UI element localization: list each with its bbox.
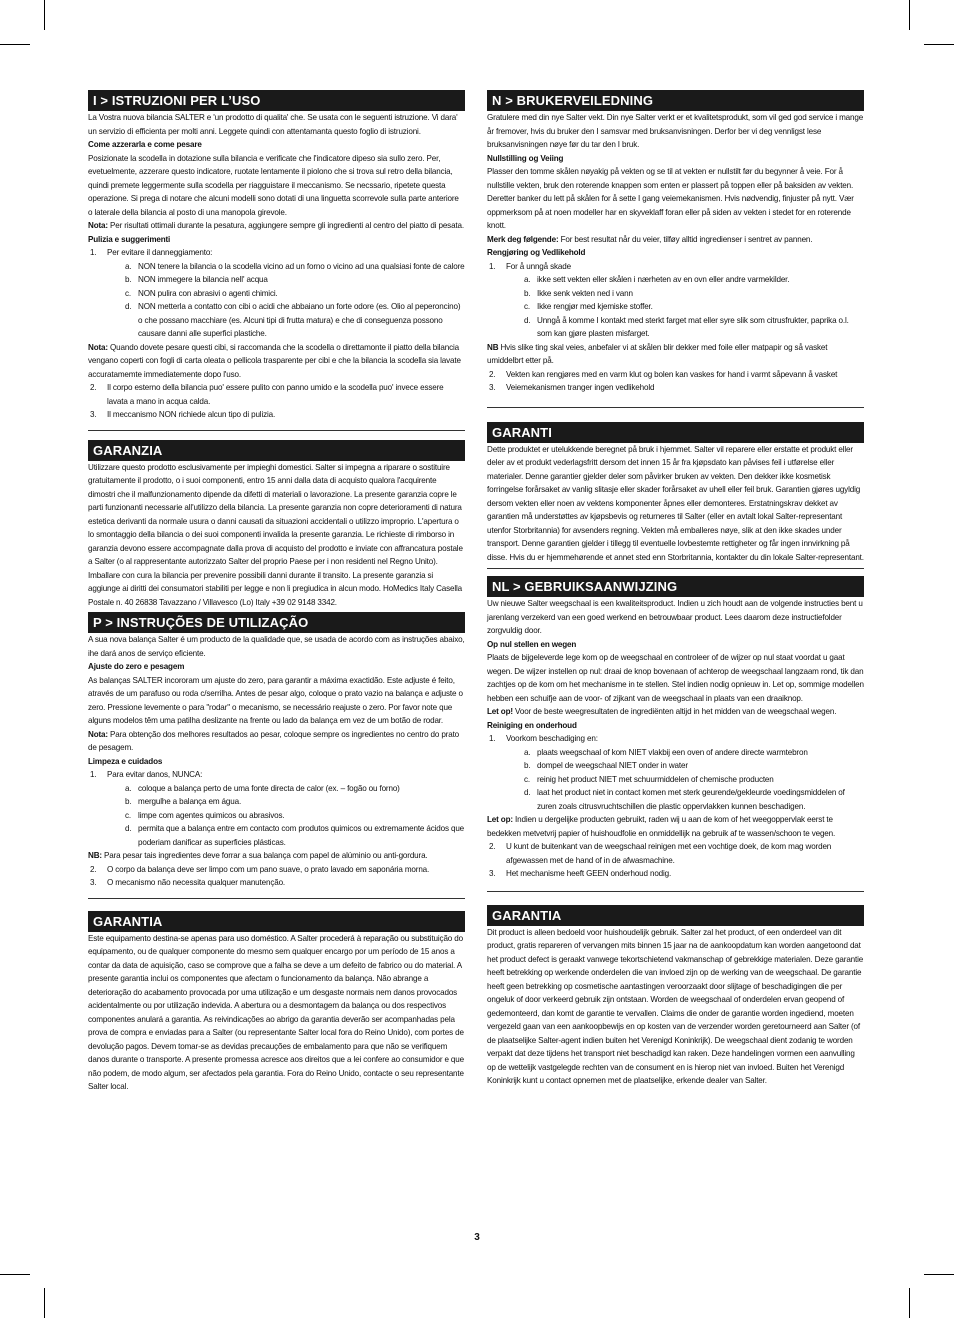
sub-list-item: b. mergulhe a balança em água. [125,797,242,806]
section-garantia-pt [88,911,465,1094]
section-heading: GARANZIA [88,440,465,461]
section-garantia-nl [487,905,864,1088]
sub-list [107,260,465,341]
list-item: 3. O mecanismo não necessita qualquer manutenção. [90,878,286,887]
right-column [487,90,864,1088]
sub-list-item: b. Ikke senk vekten ned i vann [524,288,633,298]
list-item: 3. Il meccanismo NON richiede alcun tipo di pulizia. [90,410,276,419]
sub-list-item: a. plaats weegschaal of kom NIET vlakbij een oven of andere directe warmtebron [524,747,808,757]
section-heading: NL > GEBRUIKSAANWIJZING [487,576,864,597]
list-item: 2. U kunt de buitenkant van de weegschaal reinigen met een vochtige doek, de kom mag worden afgewassen met de hand of in de afwasmachine. [489,842,832,865]
paragraph: Plasser den tomme skålen nøyakig på vekten og se til at vekten er nullstilt før du begynner å veie. For å nullstille vekten, bruk den roterende knappen som enten er plassert på toppen eller på baksiden av vekten. Deretter banker du lett på skålen for å sette I gang veiemekanismen. Hvis nødvendig, finjuster på nytt. Vær oppmerksom på at noen modeller har en skyveklaff foran eller på siden av vekten i stedet for en roterende knott. [487,167,854,230]
paragraph: Plaats de bijgeleverde lege kom op de weegschaal en controleer of de wijzer op nul staat voordat u gaat wegen. De wijzer instellen op nul: draai de knop bovenaan of achterop de weegschaal langzaam rond, tik dan zachtjes op de kom om het mechanisme in te stellen. Stel indien nodig opnieuw in. Let op, sommige modellen hebben een schuifje aan de voor- of zijkant van de weegschaal in plaats van een draaiknop. [487,653,864,703]
list-item: 1. Voorkom beschadiging en: a. plaats weegschaal of kom NIET vlakbij een oven of andere directe warmtebron b. dompel de weegschaal NIET onder in water c. reinig het product NIET met schuurmiddelen of chemische producten d. laat het product niet in contact komen met sterk geurende/gekleurde voedingsmiddelen of zuren zoals citrusvruchtschillen die plastic oppervlakken kunnen beschadigen. [487,732,864,813]
section-heading: P > INSTRUÇÕES DE UTILIZAÇÃO [88,612,465,633]
note: NB: Para pesar tais ingredientes deve forrar a sua balança com papel de alúminio ou anti-gordura. [88,851,428,860]
sub-list-item: d. laat het product niet in contact komen met sterk geurende/gekleurde voedingsmiddelen of zuren zoals citrusvruchtschillen die plastic oppervlakken kunnen beschadigen. [524,788,845,811]
numbered-list [487,260,864,341]
note-text: Per risultati ottimali durante la pesatura, aggiungere sempre gli ingredienti al centro del piatto di pesata. [107,221,464,230]
section-heading: GARANTIA [88,911,465,932]
section-body [88,461,465,610]
section-body [487,926,864,1088]
note: Merk deg følgende: For best resultat når du veier, tilføy alltid ingredienser i sentret av pannen. [487,234,813,244]
section-heading: GARANTIA [487,905,864,926]
sub-list-item: c. NON pulira con abrasivi o agenti chimici. [125,288,278,298]
list-item: 1. Per evitare il danneggiamento: a. NON tenere la bilancia o la scodella vicino ad un forno o vicino ad una qualsiasi fonte de calore b. NON immegere la bilancia nell' acqua c. NON pulira con abrasivi o agenti chimici. d. NON metterla a contatto con cibi o acidi che abbaiano un forte odore (es. Olio al peperoncino) o che possano macchiare (es. Alcuni tipi di frutta matura) e che di conseguenza possono causare danni alle superfici plastiche. [88,246,465,341]
note: Let op! Voor de beste weegresultaten de ingrediënten altijd in het midden van de weegschaal wegen. [487,707,837,716]
paragraph: Dit product is alleen bedoeld voor huishoudelijk gebruik. Salter zal het product, of een onderdeel van dit product, gratis repareren of vervangen mits binnen 15 jaar na de aankoopdatum kan worden aangetoond dat het product defect is geraakt vanwege tekortschietend vakmanschap of gebrekkige materialen. Deze garantie heeft betrekking op werkende onderdelen die van invloed zijn op de werking van de weegschaal. De garantie heeft geen betrekking op cosmetische aantastingen veroorzaakt door slijtage of beschadigingen die per ongeluk of door verkeerd gebruik zijn ontstaan. Worden de weegschaal of onderdelen ervan geopend of gedemonteerd, dan komt de garantie te vervallen. Claims die onder de garantie worden ingediend, moeten vergezeld gaan van een aankoopbewijs en op kosten van de verzender worden geretourneerd aan Salter (of de plaatselijke Salter-agent indien buiten het Verenigd Koninkrijk). De weegschaal dient zodanig te worden verpakt dat deze tijdens het transport niet beschadigd kan raken. Deze handelingen vormen een aanvulling op de wettelijk vastgelegde rechten van de consument en is hierop niet van invloed. Buiten het Verenigd Koninkrijk kunt u contact opnemen met de plaatselijke, erkende dealer van Salter. [487,927,864,1085]
paragraph: La Vostra nuova bilancia SALTER e 'un prodotto di qualita' che. Se usata con le seguenti istruzione. Vi dara' un servizio di efficienta per molti anni. Leggete quindi con attentamanta questo foglio di istruzioni. [88,113,458,136]
divider [88,898,465,899]
crop-mark [44,1288,45,1318]
sub-list-item: d. NON metterla a contatto con cibi o acidi che abbaiano un forte odore (es. Olio al peperoncino) o che possano macchiare (es. Alcuni tipi di frutta matura) e che di conseguenza possono causare danni alle superfici plastiche. [125,302,461,338]
sub-list-item: c. reinig het product NIET met schuurmiddelen of chemische producten [524,774,774,784]
subheading: Rengjøring og Vedlikehold [487,248,586,257]
sub-list [506,273,864,341]
list-item: 2. Il corpo esterno della bilancia puo' essere pulito con panno umido e la scodella puo' invece essere lavata a mano in acqua calda. [90,383,444,406]
list-item: 3. Veiemekanismen tranger ingen vedlikehold [489,383,655,392]
section-heading: GARANTI [487,422,864,443]
note: Nota: Quando dovete pesare questi cibi, si raccomanda che la scodella o direttamonte il piatto della bilancia vengano coperti con fogli di carta oleata o pellicola trasparente per cibi e che la bilancia la scodella sia lavate accuratamemte immediatemente dopo l'uso. [88,342,461,379]
numbered-list [88,863,465,890]
subheading: Nullstilling og Veiing [487,153,564,163]
section-dutch-instructions [487,576,864,892]
numbered-list [487,732,864,813]
divider [487,891,864,892]
note [88,219,465,233]
crop-mark [909,1288,910,1318]
note: Nota: Para obtenção dos melhores resultados ao pesar, coloque sempre os ingredientes no centro do prato de pesagem. [88,729,460,752]
subheading: Op nul stellen en wegen [487,639,577,649]
section-body [487,443,864,565]
subheading: Reiniging en onderhoud [487,720,577,730]
sub-list-item: a. NON tenere la bilancia o la scodella vicino ad un forno o vicino ad una qualsiasi fonte de calore [125,261,465,271]
section-heading: I > ISTRUZIONI PER L’USO [88,90,465,111]
section-body [487,597,864,881]
list-item: 1. Para evitar danos, NUNCA: a. coloque a balança perto de uma fonte directa de calor (ex. – fogão ou forno) b. mergulhe a balança em água. c. limpe com agentes quimicos ou abrasivos. d. permita que a balança entre em contacto com produtos quimicos ou extremamente ácidos que poderiam danificar as superficies plásticas. [88,768,465,849]
section-body [88,633,465,890]
sub-list-item: d. permita que a balança entre em contacto com produtos quimicos ou extremamente ácidos que poderiam danificar as superficies plásticas. [125,824,465,847]
paragraph: Utilizzare questo prodotto esclusivamente per impieghi domestici. Salter si impegna a riparare o sostituire gratuitamente il prodotto, o i suoi componenti, entro 15 anni dalla data di acquisto qualora l'acquirente dimostri che il malfunzionamento dipende da difetti di materiali o lavorazione. La presente garanzia copre le parti funzionanti necessarie all'utilizzo della bilancia. La presente garanzia non copre deterioramenti di natura estetica derivanti da normale usura o danni causati da situazioni accidentali o utilizzo improprio. L'apertura o lo smontaggio della bilancia o dei suoi componenti invalida la presente garanzia. Le richieste di rimborso in garanzia devono essere accompagnate dalla prova di acquisto del prodotto e inviate con affrancatura postale a Salter (o al rappresentante autorizzato Salter del proprio Paese per i non residenti nel Regno Unito). Imballare con cura la bilancia per prevenire possibili danni durante il transito. La presente garanzia si aggiunge ai diritti dei consumatori stabiliti per legge e non li pregiudica in alcun modo. HoMedics Italy Casella Postale n. 40 26838 Tavazzano / Villavesco (Lo) Italy +39 02 9148 3342. [88,462,463,607]
numbered-list [487,840,864,881]
note: NB Hvis slike ting skal veies, anbefaler vi at skålen blir dekker med foile eller matpapir og så vasket umiddelbrt etter på. [487,342,828,365]
left-column [88,90,465,1094]
section-body [487,111,864,395]
section-garanzia [88,440,465,613]
sub-list-item: b. NON immegere la bilancia nell' acqua [125,275,268,284]
note: Let op: Indien u dergelijke producten gebruikt, raden wij u aan de kom of het weegoppervlak eerst te bedekken metvetvrij papier of huishoudfolie en onmiddellijk na gebruik af te wassen/schoon te vegen. [487,815,836,838]
page-number: 3 [474,1232,480,1243]
section-portuguese-instructions [88,612,465,899]
sub-list [107,782,465,850]
subheading: Come azzerarla e come pesare [88,140,202,149]
sub-list [506,746,864,814]
numbered-list [487,368,864,395]
numbered-list [88,381,465,422]
numbered-list [88,768,465,849]
paragraph: Este equipamento destina-se apenas para uso doméstico. A Salter procederá à reparação ou substituição do equipamento, ou de qualquer componente do mesmo sem qualquer encargo por um período de 15 anos a contar da data de aquisição, caso se comprove que a falha se deve a um defeito de fabrico ou do material. A presente garantia inclui os componentes que afectam o funcionamento da balança. Não abrange a deterioração do acabamento provocada por uma utilização e um desgaste normais nem danos provocados acidentalmente ou por utilização indevida. A abertura ou a desmontagem da balança ou dos respectivos componentes anulará a garantia. As reivindicações ao abrigo da garantia deverão ser acompanhadas pela prova de compra e enviadas para a Salter (ou representante Salter local fora do Reino Unido), com portes de devolução pagos. Devem tomar-se as devidas precauções de embalamento para que não se verifiquem danos durante o transporte. A presente promessa acresce aos direitos que a lei confere ao consumidor e que não podem, de modo algum, ser afectados pela garantia. Fora do Reino Unido, contacte o seu representante Salter local. [88,933,464,1091]
crop-mark [0,1274,30,1275]
section-norwegian-instructions [487,90,864,408]
crop-mark [44,0,45,30]
section-body [88,932,465,1094]
divider [487,568,864,569]
list-item-text: Per evitare il danneggiamento: [107,248,213,257]
sub-list-item: a. ikke sett vekten eller skålen i nærheten av en ovn eller andre varmekilder. [524,275,790,284]
paragraph: Gratulere med din nye Salter vekt. Din nye Salter verkt er et kvalitetsprodukt, som vil ged god service i mange år fremover, hvis du bruker den I samsvar med bruksanvisningen. Derfor ber vi deg vennligst lese bruksanvisningen nøye før du tar den I bruk. [487,113,864,149]
sub-list-item: c. Ikke rengjør med kjemiske stoffer. [524,302,653,311]
note-label: Nota: [88,221,108,230]
subheading: Pulizia e suggerimenti [88,234,171,244]
divider [487,407,864,408]
crop-mark [0,44,30,45]
sub-list-item: c. limpe com agentes quimicos ou abrasivos. [125,810,285,820]
crop-mark [924,44,954,45]
crop-mark [924,1274,954,1275]
list-item: 3. Het mechanisme heeft GEEN onderhoud nodig. [489,869,672,878]
paragraph: Uw nieuwe Salter weegschaal is een kwaliteitsproduct. Indien u zich houdt aan de volgende instructies bent u jarenlang verzekerd van een goed werkend en betrouwbaar product. Lees daarom deze instructiefolder zorgvuldig door. [487,599,863,635]
sub-list-item: a. coloque a balança perto de uma fonte directa de calor (ex. – fogão ou forno) [125,783,400,793]
subheading: Limpeza e cuidados [88,756,163,766]
crop-mark [909,0,910,30]
sub-list-item: d. Unngå å komme I kontakt med sterkt farget mat eller syre slik som citrusfrukter, paprika o.l. som kan gjøre plasten misfarget. [524,315,849,338]
sub-list-item: b. dompel de weegschaal NIET onder in water [524,761,688,770]
paragraph: Posizionate la scodella in dotazione sulla bilancia e verificate che l'indicatore dipeso sia sullo zero. Per, evetuelmente, azzerare questo indicatore, ruotate lentamente il piolono che si trova sul retro della bilancia, quindi premete leggermente sulla scodella per riagguistare il meccanismo. Se necssario, ripetete questa operazione. Si prega di notare che alcuni modelli sono dotati di una linguetta scorrevole sulla parte anteriore o laterale della bilancia al posto di una manopola girevole. [88,153,459,217]
section-italian-instructions [88,90,465,431]
paragraph: A sua nova balança Salter é um producto de la qualidade que, se usada de acordo com as instruções abaixo, ihe dará anos de serviço eficiente. [88,635,465,658]
list-item: 2. O corpo da balança deve ser limpo com um pano suave, o prato lavado em saponária morna. [90,864,430,874]
paragraph: Dette produktet er utelukkende beregnet på bruk i hjemmet. Salter vil reparere eller erstatte et produkt eller deler av et produkt vederlagsfritt dersom det innen 15 år fra kjøpsdato kan påvises feil i utførelse eller materialer. Denne garantier gjelder deler som påvirker bruken av vekten. Den dekker ikke kosmetisk forringelse forårsaket av vanlig slitasje eller skader forårsaket av uhell eller feil bruk. Garantien gjøres ugyldig dersom vekten eller noen av vektens komponenter åpnes eller demonteres. Erstatningskrav dekket av garantien må understøttes av kjøpsbevis og returneres til Salter (eller en avtalt lokal Salter-representant utenfor Storbritannia) for avsenders regning. Vekten må emballeres nøye, slik at den ikke skades under transport. Denne garantien gjelder i tillegg til eventuelle lovbestemte rettigheter og får ingen innvirkning på disse. Hvis du er hjemmehørende et annet sted enn Storbritannia, kontakter du din lokale Salter-representant. [487,444,864,562]
list-item: 2. Vekten kan rengjøres med en varm klut og bolen kan vaskes for hand i varmt såpevann å vasket [489,369,838,379]
numbered-list [88,246,465,341]
section-garanti [487,422,864,570]
section-body [88,111,465,422]
divider [88,430,465,431]
subheading: Ajuste do zero e pesagem [88,662,185,671]
paragraph: As balanças SALTER incororam um ajuste do zero, para garantir a máxima exactidão. Este adjuste é feito, através de um parafuso ou roda c/serrilha. Antes de pesar algo, coloque o prato vazio na balança e adjuste o zero. Pressione levemente o para "rodar" o mecanismo, se necessário reajuste o zero. Por favor note que alguns modelos têm uma patilha deslizante na frente ou lado da balança em vez de um botão de rodar. [88,675,463,725]
section-heading: N > BRUKERVEILEDNING [487,90,864,111]
list-item: 1. For å unngå skade a. ikke sett vekten eller skålen i nærheten av en ovn eller andre varmekilder. b. Ikke senk vekten ned i vann c. Ikke rengjør med kjemiske stoffer. d. Unngå å komme I kontakt med sterkt farget mat eller syre slik som citrusfrukter, paprika o.l. som kan gjøre plasten misfarget. [487,260,864,341]
